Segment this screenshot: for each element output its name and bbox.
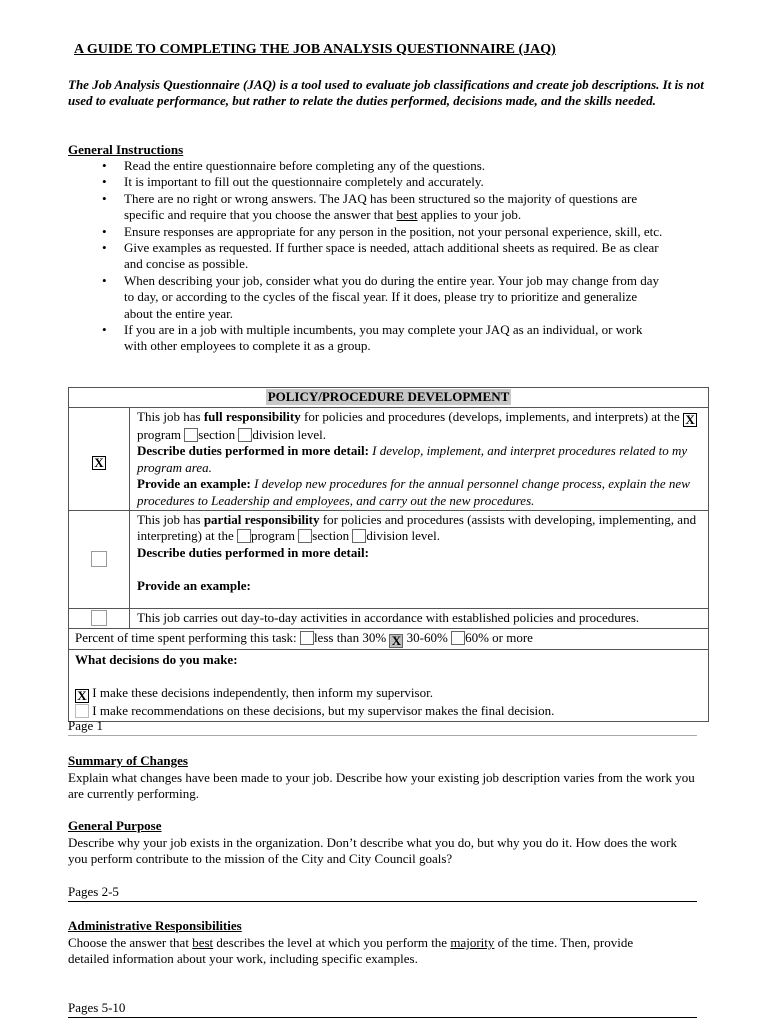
list-item: • When describing your job, consider what you do during the entire year. Your job may change from day to day, or according to the cycles of the fiscal year. If it does, please try to prioritize and generalize about the entire year.: [68, 273, 668, 322]
less-than-30-label: less than 30%: [313, 630, 390, 646]
example-label: Provide an example:: [137, 577, 251, 593]
divider: [68, 1017, 697, 1018]
full-responsibility-checkbox-cell: [69, 408, 130, 511]
admin-underlined-best: best: [192, 935, 214, 950]
row-text: This job has: [137, 512, 204, 528]
division-label: division level.: [252, 427, 327, 442]
list-item: • Give examples as requested. If further space is needed, attach additional sheets as required. Be as clear and concise as possible.: [68, 240, 668, 273]
bullet-text: There are no right or wrong answers. The JAQ has been structured so the majority of questions are specific and require that you choose the answer that: [124, 190, 638, 223]
list-item: • Read the entire questionnaire before completing any of the questions.: [68, 158, 668, 174]
day-to-day-text: This job carries out day-to-day activities in accordance with established policies and procedures.: [137, 610, 640, 626]
less-than-30-checkbox[interactable]: [300, 631, 314, 645]
row-text: This job has: [137, 409, 204, 424]
program-checkbox[interactable]: [237, 529, 251, 543]
purpose-heading: General Purpose: [68, 818, 162, 833]
row-text: for policies and procedures (assists with developing, implementing, and interpreting) at the: [137, 512, 697, 544]
independent-decision-checkbox[interactable]: X: [75, 689, 89, 703]
admin-text: [68, 935, 638, 968]
independent-decision-label: I make these decisions independently, then inform my supervisor.: [89, 684, 433, 700]
admin-text-part: Choose the answer that: [68, 935, 193, 950]
60-or-more-label: 60% or more: [465, 630, 533, 646]
section-label: section: [198, 427, 239, 442]
admin-heading: Administrative Responsibilities: [68, 918, 242, 933]
decisions-heading: What decisions do you make:: [75, 652, 238, 668]
divider: [68, 735, 697, 736]
pages-2-5-label: Pages 2-5: [68, 884, 119, 899]
percent-time-row: [69, 629, 709, 650]
30-60-checkbox[interactable]: X: [389, 634, 403, 648]
list-item: • Ensure responses are appropriate for any person in the position, not your personal experience, skill, etc.: [68, 224, 668, 240]
section-checkbox[interactable]: [184, 428, 198, 442]
day-to-day-checkbox-cell: [69, 609, 130, 629]
partial-responsibility-cell: [130, 511, 709, 609]
describe-answer[interactable]: I develop, implement, and interpret procedures related to my program area.: [137, 443, 688, 475]
admin-text-part: describes the level at which you perform the: [213, 935, 451, 950]
intro-paragraph: The Job Analysis Questionnaire (JAQ) is a tool used to evaluate job classifications and create job descriptions. It is not used to evaluate performance, but rather to relate the duties performed, decisions made, and the skills needed.: [68, 77, 704, 109]
table-header: [69, 388, 709, 408]
section-checkbox[interactable]: [298, 529, 312, 543]
table-header-title: POLICY/PROCEDURE DEVELOPMENT: [267, 389, 510, 404]
day-to-day-checkbox[interactable]: [91, 610, 107, 626]
document-title: A GUIDE TO COMPLETING THE JOB ANALYSIS QUESTIONNAIRE (JAQ): [74, 42, 556, 57]
recommend-decision-checkbox[interactable]: [75, 704, 89, 718]
division-checkbox[interactable]: [238, 428, 252, 442]
full-responsibility-cell: [130, 408, 709, 511]
program-label: program: [251, 528, 299, 544]
list-item: • It is important to fill out the questionnaire completely and accurately.: [68, 174, 668, 190]
describe-label: Describe duties performed in more detail:: [137, 544, 369, 560]
pages-5-10-label: Pages 5-10: [68, 1000, 126, 1015]
admin-text-part: of the time. Then, provide detailed information about your work, including specific examples.: [68, 935, 634, 967]
full-responsibility-checkbox[interactable]: X: [92, 456, 106, 470]
division-checkbox[interactable]: [352, 529, 366, 543]
purpose-text: Describe why your job exists in the organization. Don’t describe what you do, but why you do it. How does the work you perform contribute to the mission of the City and City Council goals?: [68, 835, 677, 867]
page-1-label: Page 1: [68, 718, 104, 733]
example-label: Provide an example:: [137, 476, 251, 492]
instructions-list: [68, 158, 668, 355]
bullet-text-tail: applies to your job.: [417, 207, 522, 223]
underlined-best: best: [396, 207, 418, 223]
program-checkbox[interactable]: X: [683, 413, 697, 427]
row-text: for policies and procedures (develops, implements, and interprets) at the: [300, 409, 684, 424]
day-to-day-cell: [130, 609, 709, 629]
section-label: section: [312, 528, 353, 544]
division-label: division level.: [366, 528, 441, 544]
example-answer[interactable]: I develop new procedures for the annual personnel change process, explain the new procedures to Leadership and employees, and carry out the new procedures.: [137, 476, 690, 508]
program-label: program: [137, 427, 185, 442]
describe-label: Describe duties performed in more detail:: [137, 443, 369, 459]
partial-responsibility-checkbox[interactable]: [91, 551, 107, 567]
list-item: [68, 191, 668, 224]
full-responsibility-label: full responsibility: [203, 409, 301, 424]
policy-procedure-table: [68, 387, 709, 722]
60-or-more-checkbox[interactable]: [451, 631, 465, 645]
30-60-label: 30-60%: [403, 630, 452, 646]
partial-responsibility-checkbox-cell: [69, 511, 130, 609]
general-instructions-heading: General Instructions: [68, 142, 184, 157]
summary-heading: Summary of Changes: [68, 753, 188, 768]
partial-responsibility-label: partial responsibility: [203, 512, 320, 528]
list-item: • If you are in a job with multiple incumbents, you may complete your JAQ as an individual, or work with other employees to complete it as a group.: [68, 322, 668, 355]
recommend-decision-label: I make recommendations on these decisions, but my supervisor makes the final decision.: [92, 702, 555, 718]
divider: [68, 901, 697, 902]
percent-label: Percent of time spent performing this task:: [75, 630, 300, 646]
admin-underlined-majority: majority: [450, 935, 495, 950]
decisions-row: [69, 650, 709, 722]
summary-text: Explain what changes have been made to your job. Describe how your existing job description varies from the work you are currently performing.: [68, 770, 695, 802]
